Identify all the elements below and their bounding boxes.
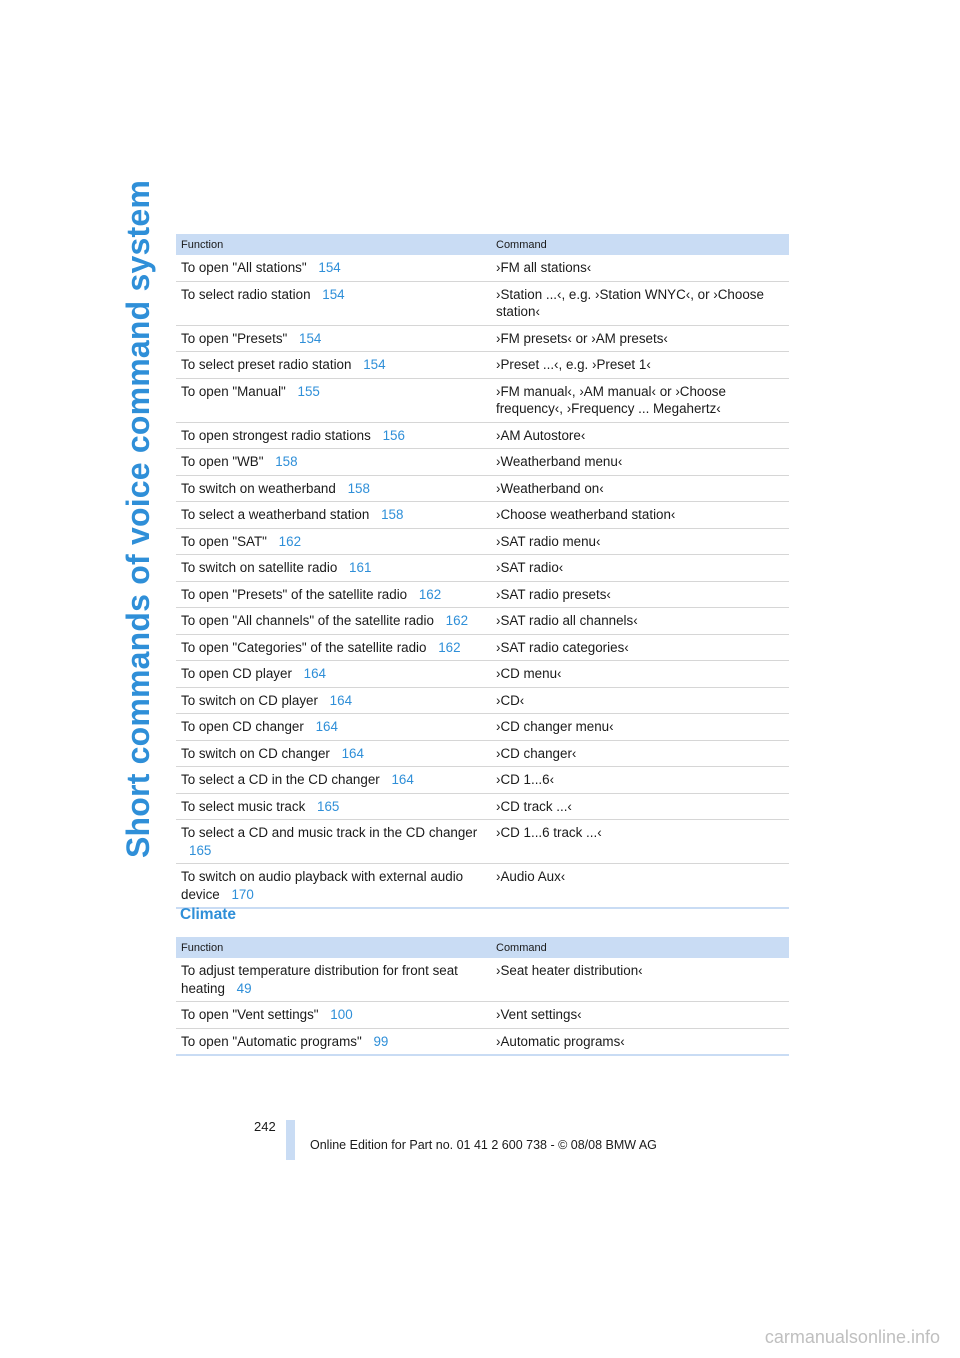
function-text: To switch on weatherband xyxy=(181,480,336,496)
table-row xyxy=(176,634,789,661)
function-text: To open "Vent settings" xyxy=(181,1007,319,1022)
function-cell xyxy=(176,378,491,422)
function-cell xyxy=(176,634,491,661)
function-cell xyxy=(176,1028,491,1055)
function-cell xyxy=(176,449,491,476)
page-reference-link[interactable]: 170 xyxy=(231,886,254,902)
table-row xyxy=(176,528,789,555)
function-text: To select a weatherband station xyxy=(181,507,370,522)
page-reference-link[interactable]: 162 xyxy=(445,613,469,628)
function-cell xyxy=(176,555,491,582)
function-text: To select radio station xyxy=(181,286,311,302)
page-reference-link[interactable]: 164 xyxy=(315,719,338,734)
table-row xyxy=(176,740,789,767)
function-cell xyxy=(176,767,491,794)
table-row xyxy=(176,422,789,449)
table-row xyxy=(176,475,789,502)
page-reference-link[interactable]: 161 xyxy=(349,560,372,575)
command-cell: ›SAT radio categories‹ xyxy=(491,634,789,661)
table-row xyxy=(176,661,789,688)
function-text: To open "Categories" of the satellite radio xyxy=(181,639,427,655)
table-row xyxy=(176,378,789,422)
function-text: To open "Presets" of the satellite radio xyxy=(181,586,408,602)
command-cell: ›SAT radio all channels‹ xyxy=(491,608,789,635)
command-cell: ›SAT radio‹ xyxy=(491,555,789,582)
command-cell: ›FM manual‹, ›AM manual‹ or ›Choose frequency‹, ›Frequency ... Megahertz‹ xyxy=(491,378,789,422)
command-cell: ›CD track ...‹ xyxy=(491,793,789,820)
command-cell: ›SAT radio menu‹ xyxy=(491,528,789,555)
climate-commands-table xyxy=(176,937,789,1056)
page-reference-link[interactable]: 164 xyxy=(303,666,326,681)
function-cell xyxy=(176,793,491,820)
page-reference-link[interactable]: 154 xyxy=(363,357,386,372)
page-reference-link[interactable]: 154 xyxy=(318,260,341,275)
table-row xyxy=(176,687,789,714)
page-reference-link[interactable]: 156 xyxy=(382,427,405,443)
page-reference-link[interactable]: 158 xyxy=(275,454,298,469)
footer-bar xyxy=(286,1120,295,1160)
command-cell: ›FM presets‹ or ›AM presets‹ xyxy=(491,325,789,352)
command-header: Command xyxy=(491,234,789,255)
table-row xyxy=(176,1002,789,1029)
function-cell xyxy=(176,608,491,635)
command-cell: ›Weatherband on‹ xyxy=(491,475,789,502)
command-cell: ›FM all stations‹ xyxy=(491,255,789,281)
edition-note: Online Edition for Part no. 01 41 2 600 738 - © 08/08 BMW AG xyxy=(310,1138,657,1152)
page-reference-link[interactable]: 155 xyxy=(297,383,320,399)
page-reference-link[interactable]: 99 xyxy=(373,1033,389,1049)
function-cell xyxy=(176,581,491,608)
function-cell xyxy=(176,740,491,767)
function-text: To open "All stations" xyxy=(181,260,307,275)
function-text: To open "WB" xyxy=(181,454,264,469)
command-cell: ›Weatherband menu‹ xyxy=(491,449,789,476)
function-text: To switch on audio playback with external audio device xyxy=(181,869,464,902)
page-reference-link[interactable]: 49 xyxy=(236,980,252,996)
table-row xyxy=(176,767,789,794)
function-text: To select music track xyxy=(181,798,306,814)
function-text: To switch on satellite radio xyxy=(181,560,338,575)
function-header: Function xyxy=(176,937,491,958)
function-text: To open "SAT" xyxy=(181,533,267,549)
function-text: To select a CD and music track in the CD changer xyxy=(181,825,478,840)
function-cell xyxy=(176,820,491,864)
function-text: To open "Automatic programs" xyxy=(181,1033,362,1049)
command-cell: ›Choose weatherband station‹ xyxy=(491,502,789,529)
table-row xyxy=(176,449,789,476)
page-reference-link[interactable]: 158 xyxy=(347,480,370,496)
function-cell xyxy=(176,864,491,909)
command-cell: ›CD changer menu‹ xyxy=(491,714,789,741)
table-row xyxy=(176,958,789,1002)
command-cell: ›Seat heater distribution‹ xyxy=(491,958,789,1002)
table-row xyxy=(176,581,789,608)
command-cell: ›Audio Aux‹ xyxy=(491,864,789,909)
command-header: Command xyxy=(491,937,789,958)
climate-heading: Climate xyxy=(180,906,236,923)
table-row xyxy=(176,255,789,281)
function-text: To select preset radio station xyxy=(181,357,352,372)
table-row xyxy=(176,325,789,352)
command-cell: ›CD 1...6‹ xyxy=(491,767,789,794)
page-reference-link[interactable]: 162 xyxy=(438,639,461,655)
page-reference-link[interactable]: 100 xyxy=(330,1007,353,1022)
command-cell: ›SAT radio presets‹ xyxy=(491,581,789,608)
command-cell: ›CD 1...6 track ...‹ xyxy=(491,820,789,864)
page-reference-link[interactable]: 164 xyxy=(341,745,364,761)
function-cell xyxy=(176,528,491,555)
function-text: To open CD player xyxy=(181,666,292,681)
table-row xyxy=(176,793,789,820)
function-cell xyxy=(176,325,491,352)
function-text: To adjust temperature distribution for front seat heating xyxy=(181,963,458,996)
table-row xyxy=(176,502,789,529)
table-row xyxy=(176,714,789,741)
page-number: 242 xyxy=(254,1119,276,1134)
table-row xyxy=(176,864,789,909)
function-cell xyxy=(176,502,491,529)
function-text: To open "Presets" xyxy=(181,330,288,346)
page-reference-link[interactable]: 158 xyxy=(381,507,404,522)
table-row xyxy=(176,820,789,864)
function-text: To switch on CD player xyxy=(181,692,318,708)
function-text: To open CD changer xyxy=(181,719,304,734)
page-reference-link[interactable]: 165 xyxy=(189,842,212,858)
function-cell xyxy=(176,1002,491,1029)
page-reference-link[interactable]: 162 xyxy=(278,533,302,549)
command-cell: ›Station ...‹, e.g. ›Station WNYC‹, or ›Choose station‹ xyxy=(491,281,789,325)
function-text: To open "Manual" xyxy=(181,383,286,399)
table-row xyxy=(176,608,789,635)
command-cell: ›CD‹ xyxy=(491,687,789,714)
function-text: To open "All channels" of the satellite radio xyxy=(181,613,434,628)
page-reference-link[interactable]: 154 xyxy=(299,330,322,346)
function-cell xyxy=(176,687,491,714)
function-cell xyxy=(176,281,491,325)
function-cell xyxy=(176,475,491,502)
function-cell xyxy=(176,714,491,741)
function-cell xyxy=(176,661,491,688)
watermark: carmanualsonline.info xyxy=(764,1327,940,1347)
function-text: To switch on CD changer xyxy=(181,745,330,761)
command-cell: ›Vent settings‹ xyxy=(491,1002,789,1029)
command-cell: ›AM Autostore‹ xyxy=(491,422,789,449)
function-header: Function xyxy=(176,234,491,255)
table-row xyxy=(176,555,789,582)
function-cell xyxy=(176,958,491,1002)
page-reference-link[interactable]: 165 xyxy=(317,798,340,814)
command-cell: ›Automatic programs‹ xyxy=(491,1028,789,1055)
command-cell: ›CD menu‹ xyxy=(491,661,789,688)
function-text: To open strongest radio stations xyxy=(181,427,371,443)
side-title: Short commands of voice command system xyxy=(120,179,156,858)
table-row xyxy=(176,352,789,379)
radio-commands-table xyxy=(176,234,789,909)
page-reference-link[interactable]: 164 xyxy=(391,772,414,787)
function-cell xyxy=(176,422,491,449)
command-cell: ›CD changer‹ xyxy=(491,740,789,767)
function-text: To select a CD in the CD changer xyxy=(181,772,380,787)
page-reference-link[interactable]: 164 xyxy=(329,692,353,708)
table-row xyxy=(176,281,789,325)
function-cell xyxy=(176,255,491,281)
command-cell: ›Preset ...‹, e.g. ›Preset 1‹ xyxy=(491,352,789,379)
page-reference-link[interactable]: 162 xyxy=(418,586,442,602)
page-reference-link[interactable]: 154 xyxy=(322,286,345,302)
table-row xyxy=(176,1028,789,1055)
function-cell xyxy=(176,352,491,379)
